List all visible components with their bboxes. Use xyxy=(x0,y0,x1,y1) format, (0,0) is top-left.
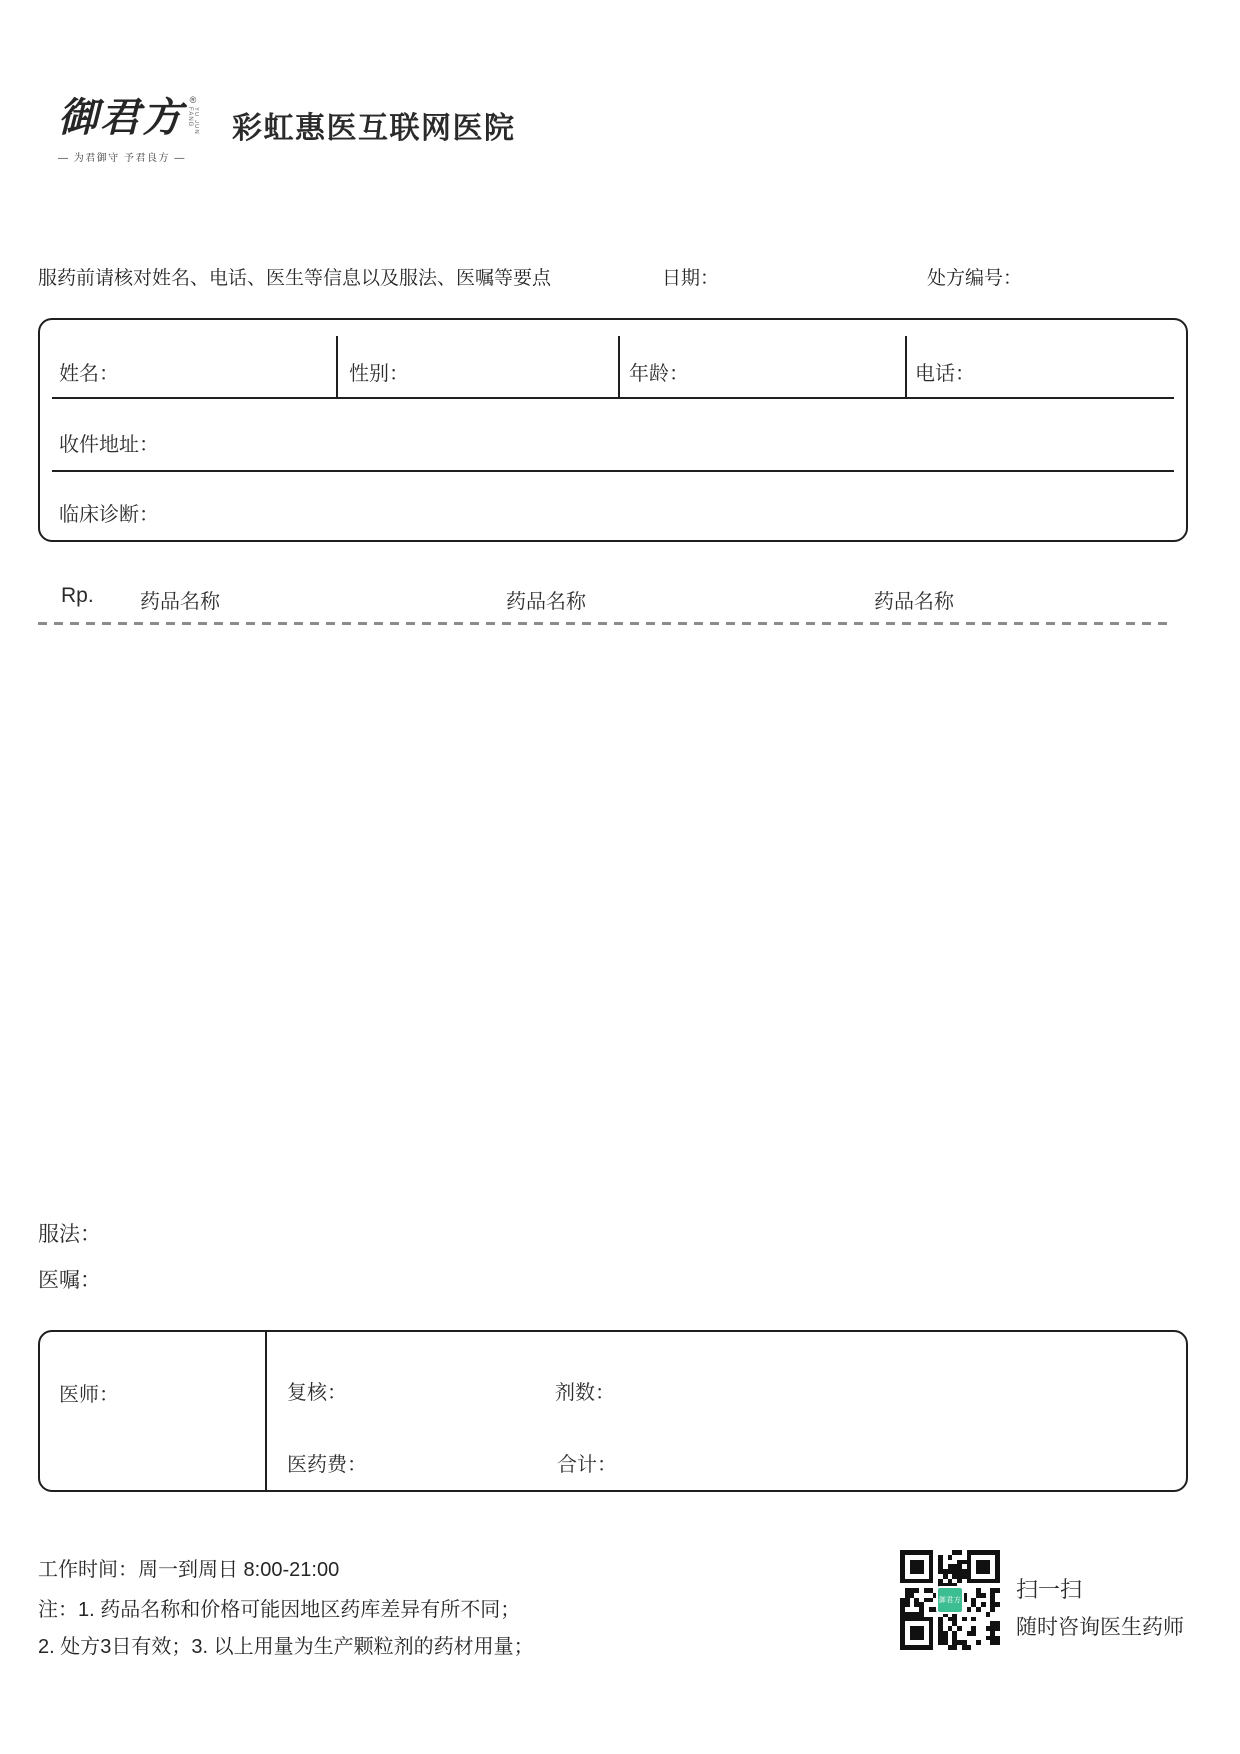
hospital-name: 彩虹惠医互联网医院 xyxy=(232,112,516,145)
phone-label: 电话： xyxy=(915,363,975,385)
work-hours: 工作时间：周一到周日 8:00-21:00 xyxy=(38,1559,340,1581)
scan-description: 随时咨询医生药师 xyxy=(1016,1616,1184,1639)
registered-trademark-icon: ® xyxy=(189,95,197,105)
verify-notice: 服药前请核对姓名、电话、医生等信息以及服法、医嘱等要点 xyxy=(38,268,552,289)
rx-number-label: 处方编号： xyxy=(927,268,1023,289)
divider xyxy=(52,470,1174,472)
dose-count-label: 剂数： xyxy=(555,1382,615,1404)
divider xyxy=(336,336,338,397)
yujunfang-logo xyxy=(58,96,218,164)
doctor-label: 医师： xyxy=(59,1384,119,1406)
divider xyxy=(618,336,620,397)
summary-box xyxy=(38,1330,1188,1492)
total-label: 合计： xyxy=(557,1454,617,1476)
drug-name-column-1: 药品名称 xyxy=(140,591,220,613)
divider xyxy=(905,336,907,397)
review-label: 复核： xyxy=(287,1382,347,1404)
qr-center-logo: 御君方 xyxy=(936,1586,964,1614)
divider xyxy=(52,397,1174,399)
divider xyxy=(265,1332,267,1490)
logo-tagline: — 为君御守 予君良方 — xyxy=(58,153,186,164)
drug-name-column-3: 药品名称 xyxy=(874,591,954,613)
patient-info-box xyxy=(38,318,1188,542)
dashed-separator xyxy=(38,622,1168,625)
fee-label: 医药费： xyxy=(287,1454,367,1476)
logo-text: 御君方 xyxy=(58,94,184,141)
scan-label: 扫一扫 xyxy=(1016,1577,1083,1602)
rp-label: Rp. xyxy=(61,584,94,607)
name-label: 姓名： xyxy=(59,363,119,385)
drug-name-column-2: 药品名称 xyxy=(506,591,586,613)
gender-label: 性别： xyxy=(349,363,409,385)
note-line-1: 注：1. 药品名称和价格可能因地区药库差异有所不同； xyxy=(38,1599,521,1621)
qr-code xyxy=(900,1550,1000,1650)
usage-label: 服法： xyxy=(38,1223,101,1246)
age-label: 年龄： xyxy=(629,363,689,385)
logo-vertical-text: YU JUN FANG xyxy=(187,107,199,135)
diagnosis-label: 临床诊断： xyxy=(59,504,159,526)
note-line-2: 2. 处方3日有效；3. 以上用量为生产颗粒剂的药材用量； xyxy=(38,1636,534,1658)
date-label: 日期： xyxy=(662,268,720,289)
advice-label: 医嘱： xyxy=(38,1269,101,1292)
address-label: 收件地址： xyxy=(59,434,159,456)
